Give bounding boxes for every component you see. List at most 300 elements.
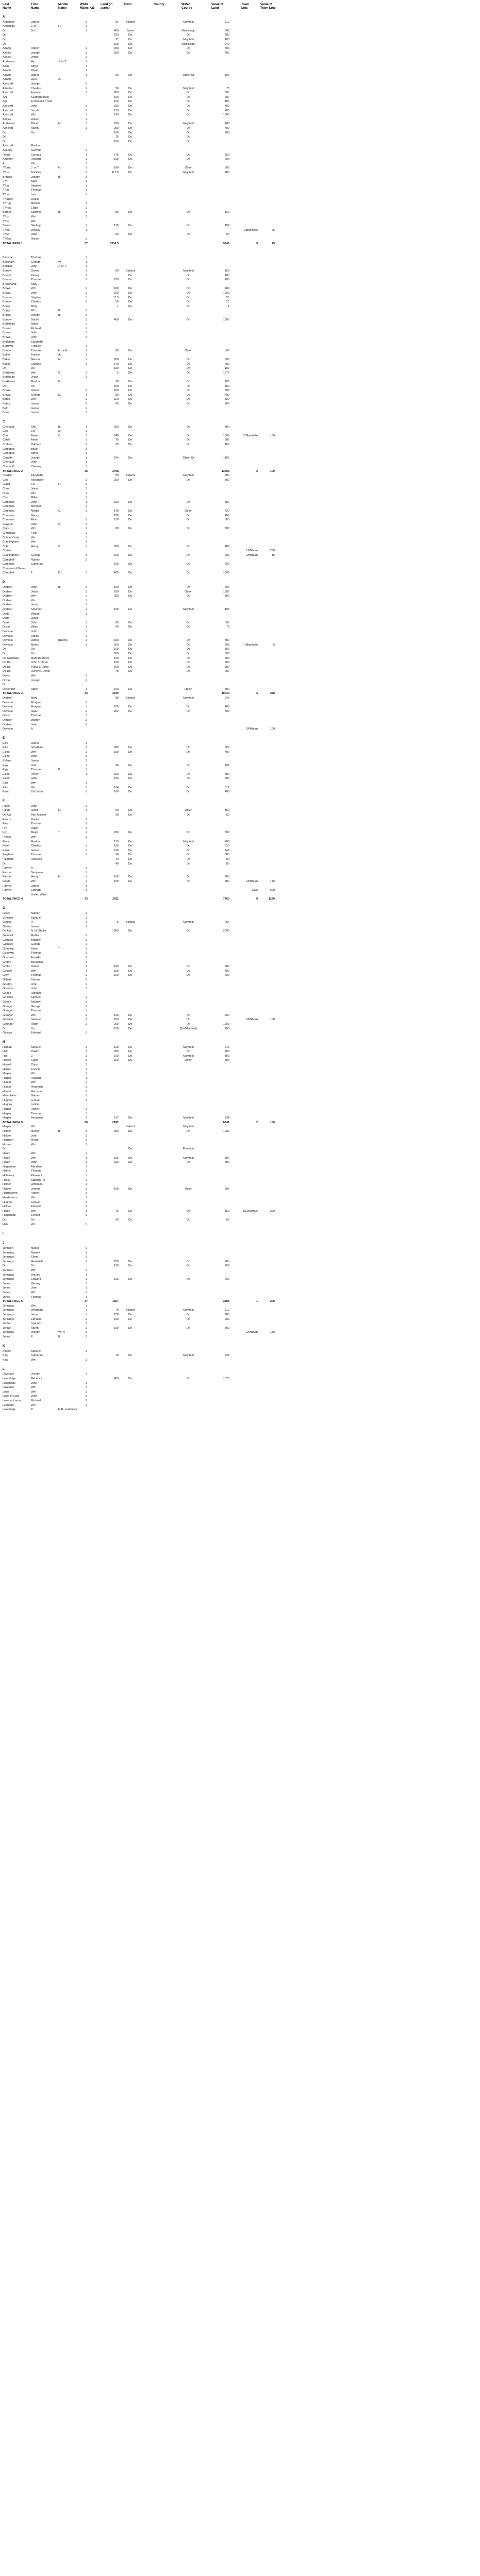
cell-land-acres: 80 [115,269,119,273]
table-row [0,916,480,920]
cell-town: Do [128,131,133,134]
cell-last-name: Jennings [3,1256,14,1259]
cell-white-males: 1 [85,1072,87,1076]
cell-value-land: 800 [224,1156,229,1160]
cell-value-land: 800 [224,478,229,482]
cell-first-name: Thomas [31,1009,41,1013]
cell-land-acres: 80 [115,349,119,352]
cell-first-name: Jesse [31,487,39,491]
cell-first-name: Morgan [31,705,41,709]
cell-town-lots: 1/Do [252,889,258,892]
table-row [0,478,480,482]
cell-first-name: Baker [31,447,39,451]
cell-land-acres: 100 [113,1187,119,1191]
cell-white-males: 1 [85,934,87,937]
cell-white-males: 1 [85,371,87,375]
cell-water-course: Do [186,1018,191,1022]
cell-first-name: Wm [31,1358,36,1362]
cell-land-acres: 200 [113,51,119,55]
cell-last-name: Burrows [3,345,13,348]
cell-middle-name: D. [58,571,61,575]
cell-first-name: Wm [31,880,36,883]
cell-last-name: Burrow [3,349,12,352]
cell-land-acres: 200 [113,590,119,594]
cell-first-name: Wm [31,219,36,223]
cell-first-name: George [31,943,41,946]
cell-first-name: John [31,987,37,991]
cell-white-males: 1 [85,1214,87,1217]
cell-water-course: Do [186,135,191,139]
cell-white-males: 1 [85,844,87,848]
table-row [0,553,480,557]
cell-land-acres: 35 [115,443,119,447]
cell-land-acres: 100 [113,1317,119,1321]
cell-middle-name: H. [58,875,61,879]
cell-first-name: Morgan [31,701,41,704]
cell-first-name: Tilma J. Davis [31,665,49,669]
cell-water-course: Do [186,140,191,143]
cell-white-males: 1 [85,849,87,852]
cell-middle-name: G. [58,371,61,375]
cell-first-name: Robin [31,1022,39,1026]
cell-last-name: Jones [3,1335,10,1339]
table-row [0,309,480,313]
cell-water-course: Obion [185,590,192,594]
cell-town: Do [128,105,133,108]
cell-water-course: Do [186,438,191,442]
cell-first-name: Wm [31,1304,36,1308]
table-row [0,166,480,170]
section-letter: E [3,737,5,740]
cell-middle-name: H. [58,380,61,383]
cell-last-name: Gilbert [3,978,11,981]
cell-land-acres: 2692 [112,1121,119,1124]
cell-water-course: Do [186,790,191,794]
cell-white-males: 1 [85,871,87,874]
cell-white-males: 1 [85,323,87,326]
cell-water-course: Pinemuir [183,1147,194,1151]
cell-last-name: Harper [3,1125,11,1129]
cell-first-name: James [31,389,40,393]
cell-value-land: 400 [224,122,229,126]
cell-last-name: Burrow [3,269,12,273]
cell-last-name: Hunter [3,1090,11,1093]
cell-water-course: Do [186,33,191,37]
table-row [0,893,480,897]
page-total-row [0,1121,480,1125]
cell-middle-name: H. or A. [58,349,68,352]
cell-last-name: Goodwin [3,956,14,959]
cell-last-name: Bledsoe [3,256,13,260]
table-row [0,109,480,113]
table-row [0,1408,480,1412]
table-row [0,269,480,273]
cell-white-males: 1 [85,274,87,277]
cell-land-acres: 104 [113,786,119,789]
cell-land-acres: 175 [113,153,119,157]
cell-last-name: Freeze [3,818,12,821]
cell-town: Do [128,705,133,709]
cell-value-land: 300 [224,518,229,522]
cell-first-name: Francis [31,1067,41,1071]
cell-land-acres: 100 [113,1161,119,1164]
cell-water-course: Obion [185,349,192,352]
cell-last-name: Dixon [3,625,10,629]
table-row [0,1138,480,1142]
table-row [0,429,480,433]
cell-last-name: ???rrow [3,197,13,201]
cell-value-land: 2000 [223,929,229,933]
cell-last-name: Do [3,862,7,866]
table-row [0,1330,480,1334]
table-row [0,1027,480,1031]
cell-value-land: 200 [224,1187,229,1191]
cell-water-course: Do [186,858,191,861]
cell-value-land: 1600 [223,434,229,437]
cell-first-name: Henry K. Davis [31,670,50,673]
table-row [0,153,480,157]
cell-land-acres: 120 [113,398,119,401]
cell-white-males: 33 [84,692,88,696]
cell-first-name: Martha [31,144,40,148]
cell-last-name: Dodson [3,603,12,607]
cell-last-name: TOTAL PAGE 4 [3,897,23,901]
cell-white-males: 1 [85,705,87,709]
cell-first-name: Joseph [31,1331,40,1334]
cell-first-name: James [31,402,40,405]
cell-land-acres: 100 [113,656,119,660]
cell-first-name: Wm [31,527,36,531]
cell-first-name: John [31,1286,37,1290]
cell-first-name: Jonathan [31,1309,43,1312]
header-town: Town [124,3,132,6]
cell-first-name: Wm [31,287,36,291]
cell-town: Do [128,380,133,383]
cell-middle-name: H. [58,483,61,486]
cell-last-name: Hagerman [3,1214,16,1217]
cell-first-name: Samuel [31,1349,41,1353]
cell-middle-name: B. [58,309,61,313]
cell-town: Do [128,527,133,531]
cell-value-land: 80 [226,862,229,866]
cell-white-males: 1 [85,1358,87,1362]
cell-value-lots: 200 [270,549,275,553]
cell-land-acres: 5 [117,921,119,924]
cell-first-name: George [31,554,41,557]
cell-water-course: Do [186,595,191,598]
cell-last-name: Flora [3,840,9,843]
cell-first-name: Daniel [31,634,39,638]
cell-first-name: John [31,585,37,589]
cell-town: Do [128,974,133,977]
cell-first-name: Michael [31,1399,41,1402]
cell-last-name: Elgy [3,764,8,767]
cell-first-name: P. [31,1408,34,1412]
cell-town: Do [128,563,133,566]
cell-last-name: Burkhead [3,371,15,375]
cell-value-land: 400 [224,750,229,754]
cell-town: Do [128,965,133,969]
cell-white-males: 1 [85,522,87,526]
cell-white-males: 1 [85,1209,87,1213]
cell-first-name: Thomas [31,768,41,772]
cell-value-land: 160 [224,211,229,214]
cell-white-males: 1 [85,238,87,241]
cell-white-males: 1 [85,822,87,826]
cell-last-name: Harper [3,1112,11,1115]
table-row [0,942,480,946]
cell-town: Do [128,87,133,90]
cell-first-name: Dorsey [31,1273,40,1277]
cell-land-acres: 200 [113,358,119,361]
table-row [0,1098,480,1103]
cell-value-land: 200 [224,875,229,879]
cell-first-name: John [31,1395,37,1398]
cell-value-lots: 1290 [268,897,275,901]
cell-value-land: 300 [224,639,229,642]
cell-white-males: 1 [85,1256,87,1259]
cell-water-course: Do [186,1209,191,1213]
cell-first-name: Andrew [31,91,41,95]
page-total-row [0,469,480,473]
cell-first-name: Wm [31,599,36,602]
cell-first-name: John [31,982,37,986]
cell-value-lots: 100 [270,1121,275,1124]
cell-white-males: 1 [85,1313,87,1317]
cell-water-course: Mayfield [183,1354,194,1358]
cell-white-males: 1 [85,1278,87,1281]
cell-white-males: 1 [85,1205,87,1209]
cell-last-name: Farmer [3,867,12,870]
cell-last-name: Jennings [3,1317,14,1321]
cell-white-males: 1 [85,1282,87,1285]
cell-land-acres: 80 [115,393,119,397]
cell-land-acres: 200 [113,1022,119,1026]
cell-last-name: Jordan [3,1322,11,1326]
cell-white-males: 1 [85,60,87,63]
table-row [0,888,480,892]
cell-value-lots: 100 [270,434,275,437]
cell-water-course: Do [186,621,191,624]
cell-last-name: Adams [3,78,12,81]
cell-last-name: Do [3,683,7,687]
cell-first-name: H. [31,921,34,924]
cell-land-acres: 3430 [112,692,119,696]
cell-land-acres: 150 [113,969,119,973]
cell-water-course: Do [186,278,191,282]
cell-last-name: Ashcraft [3,109,13,112]
cell-town: Do [128,625,133,629]
cell-water-course: Mayfield [183,87,194,90]
table-row [0,260,480,264]
cell-water-course: Do [186,709,191,713]
table-row [0,87,480,91]
cell-town: Ballard [125,20,135,24]
table-row [0,393,480,397]
cell-first-name: Wm [31,1390,36,1394]
table-row [0,857,480,861]
cell-last-name: ??rr [3,180,8,183]
table-row [0,947,480,951]
cell-last-name: Goode [3,1000,11,1004]
cell-white-males: 1 [85,300,87,304]
cell-white-males: 1 [85,925,87,928]
cell-last-name: Gholson [3,916,13,920]
table-row [0,1326,480,1330]
cell-last-name: Griffin [3,965,10,969]
cell-last-name: Heath [3,1209,10,1213]
table-row [0,1182,480,1187]
cell-water-course: Do [186,764,191,767]
cell-white-males: 1 [85,1059,87,1062]
table-row [0,786,480,790]
cell-value-lots: 15 [271,554,275,557]
cell-last-name: Do Do [3,670,11,673]
cell-water-course: Do [186,639,191,642]
table-row [0,148,480,152]
cell-town: Do [128,233,133,236]
cell-land-acres: 120 [113,849,119,852]
cell-water-course: Obion [185,510,192,513]
cell-last-name: Burrow [3,300,12,304]
cell-town: Do [128,652,133,655]
cell-land-acres: 1000 [112,929,119,933]
cell-last-name: Do [3,140,7,143]
table-row [0,256,480,260]
cell-white-males: 1 [85,875,87,879]
cell-last-name: TOTAL PAGE 1 [3,242,23,245]
cell-value-land: 200 [224,95,229,99]
cell-water-course: Do [186,527,191,531]
cell-first-name: Richard [31,327,41,330]
cell-last-name: Christo [3,549,12,553]
cell-value-land: 400 [224,105,229,108]
cell-value-land: 300 [224,166,229,170]
cell-town: Do [128,814,133,817]
cell-water-course: Mayfield [183,696,194,700]
cell-land-acres: 150 [113,880,119,883]
cell-value-land: 800 [224,709,229,713]
table-row [0,460,480,464]
cell-last-name: Bone [3,411,9,415]
cell-value-land: 100 [224,367,229,370]
cell-first-name: Melvin [31,1139,39,1142]
cell-value-land: 100 [224,278,229,282]
cell-land-acres: 200 [113,1130,119,1133]
cell-last-name: Devasie [3,634,13,638]
cell-white-males: 1 [85,960,87,964]
cell-land-acres: 140 [113,510,119,513]
cell-water-course: Do [186,287,191,291]
table-row [0,228,480,232]
cell-last-name: Lovelace [3,1372,14,1376]
cell-water-course: Do [186,648,191,651]
cell-value-land: 1000 [223,1130,229,1133]
cell-white-males: 1 [85,969,87,973]
table-row [0,754,480,758]
table-row [0,1005,480,1009]
cell-white-males: 1 [85,1013,87,1017]
cell-white-males: 1 [85,82,87,86]
cell-last-name: Bates [3,398,10,401]
cell-town: Do [128,639,133,642]
cell-town: Do [128,113,133,117]
cell-water-course: Do [186,705,191,709]
cell-land-acres: 150 [113,750,119,754]
table-row [0,117,480,122]
cell-white-males: 1 [85,402,87,405]
cell-last-name: Hunter [3,1081,11,1084]
cell-water-course: Do [186,844,191,848]
cell-last-name: Do [3,1027,7,1030]
cell-middle-name: B. [58,768,61,772]
cell-land-acres: 200 [113,127,119,130]
cell-value-land: 100 [224,384,229,388]
cell-town: Do [128,585,133,589]
cell-white-males: 1 [85,1349,87,1353]
cell-town: Do [128,1130,133,1133]
cell-town: Do [128,1264,133,1268]
table-row [0,335,480,340]
cell-last-name: Cordell [3,474,12,478]
cell-white-males: 1 [85,1081,87,1084]
cell-last-name: Do [3,367,7,370]
table-row [0,33,480,37]
cell-first-name: Samuel [31,996,41,999]
cell-land-acres: 100 [113,1278,119,1281]
cell-first-name: Aaron [31,127,39,130]
page-total-row [0,1299,480,1303]
table-row [0,1116,480,1120]
table-row [0,826,480,831]
cell-last-name: Jones [3,1295,10,1299]
cell-land-acres: 100 [113,1018,119,1022]
cell-first-name: A. [31,867,34,870]
cell-town: Do [128,109,133,112]
header-water-course: Water Course [181,3,192,10]
cell-town: Do [128,73,133,77]
cell-last-name: Gray [3,974,9,977]
cell-value-land: 112 [225,1309,229,1312]
cell-white-males: 1 [85,425,87,429]
cell-white-males: 1 [85,1165,87,1168]
cell-first-name: Clem [31,1256,38,1259]
table-row [0,545,480,549]
cell-last-name: Cook [3,492,9,495]
cell-water-course: Do [186,211,191,214]
table-row [0,1255,480,1259]
cell-white-males: 1 [85,447,87,451]
cell-first-name: John [31,331,37,335]
cell-water-course: Do [186,393,191,397]
cell-value-land: 200 [224,777,229,781]
cell-white-males: 1 [85,723,87,726]
cell-last-name: Gholson [3,996,13,999]
cell-town: Do [128,844,133,848]
cell-first-name: Wesley [31,228,40,232]
table-row [0,1277,480,1281]
cell-last-name: Fulgham [3,853,14,857]
table-row [0,1251,480,1255]
cell-land-acres: 100 [113,1326,119,1330]
cell-value-land: 300 [224,91,229,95]
cell-value-land: 80 [226,621,229,624]
cell-first-name: James [31,639,40,642]
table-row [0,656,480,660]
cell-first-name: John [31,630,37,633]
cell-last-name: Canada [3,456,13,460]
cell-last-name: Jennings [3,1273,14,1277]
